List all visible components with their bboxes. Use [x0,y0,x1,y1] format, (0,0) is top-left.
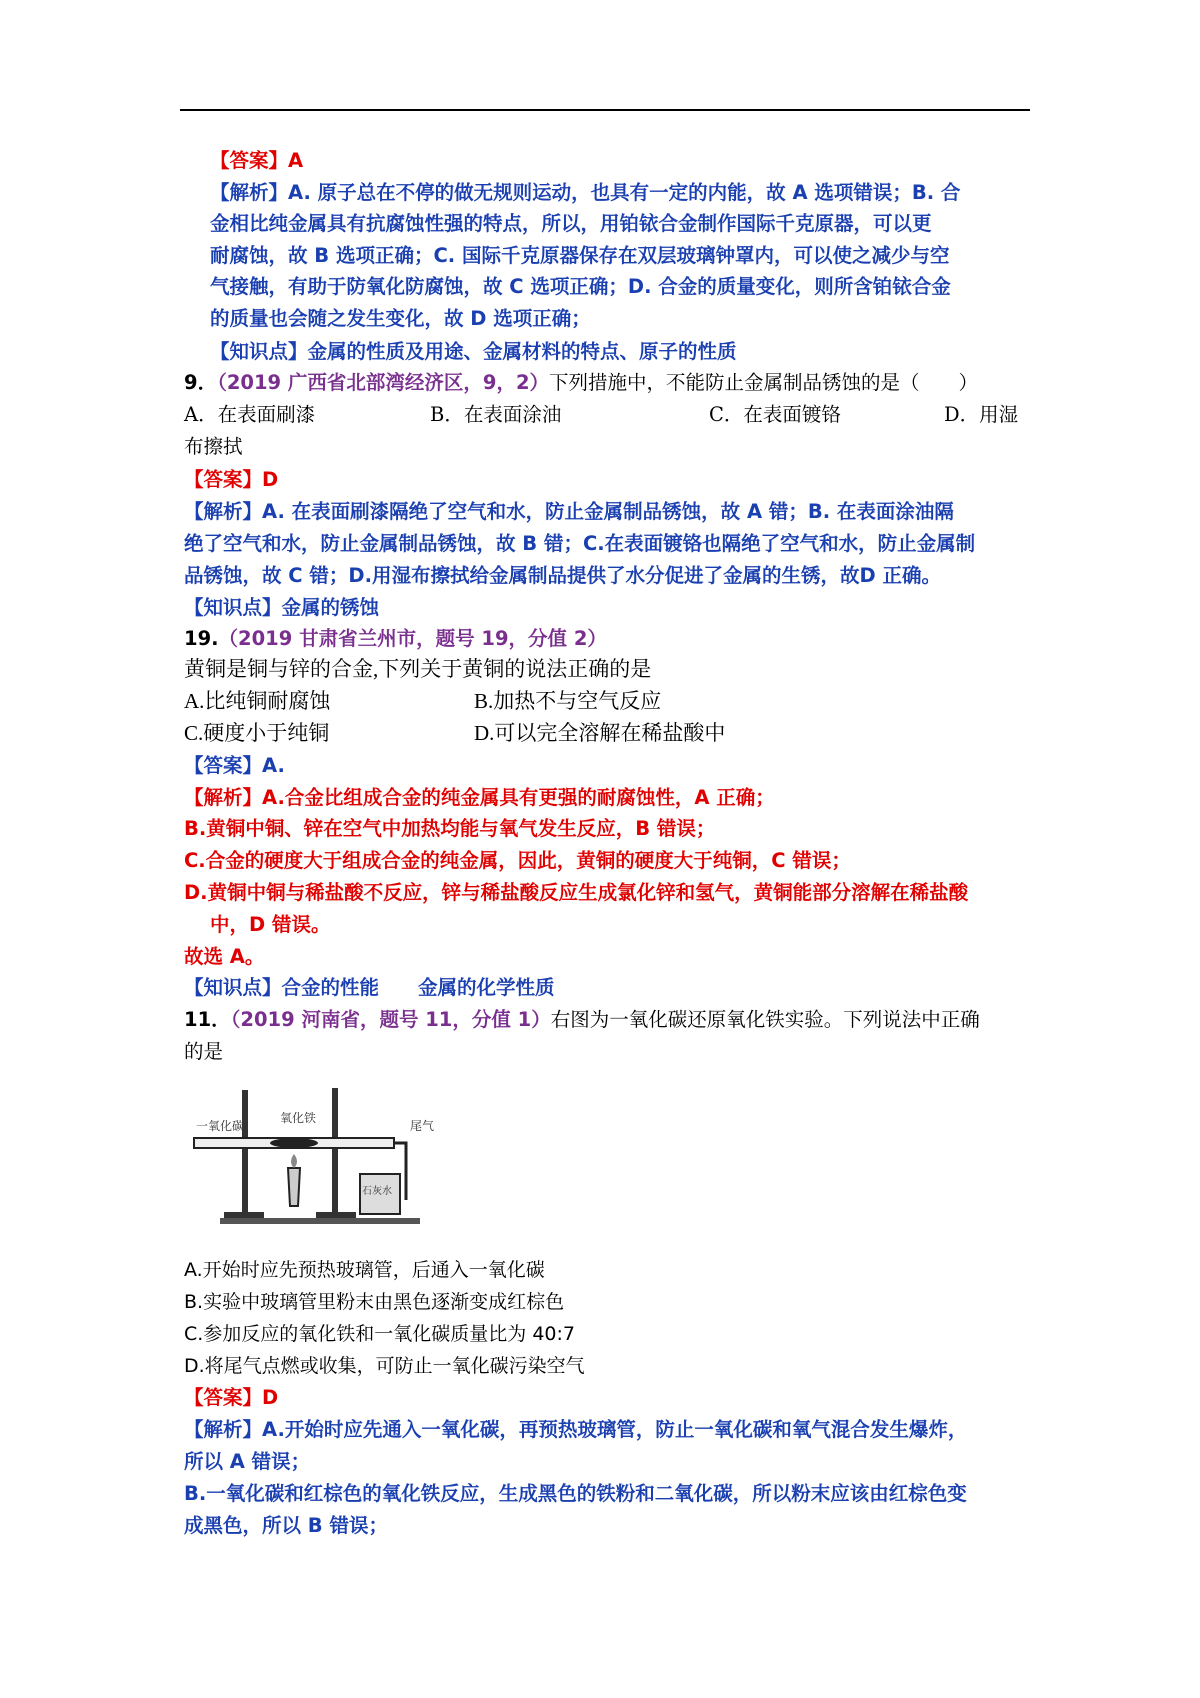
q11-analysis-line-2: 所以 A 错误； [184,1450,311,1473]
q19-knowledge: 【知识点】合金的性能 金属的化学性质 [184,976,555,999]
q11-option-a: A.开始时应先预热玻璃管，后通入一氧化碳 [184,1259,545,1281]
prev-analysis-line-3: 耐腐蚀，故 B 选项正确；C. 国际千克原器保存在双层玻璃钟罩内，可以使之减少与空 [210,244,950,267]
q9-option-b: B．在表面涂油 [430,403,562,426]
q11-analysis-line-4: 成黑色，所以 B 错误； [184,1514,388,1537]
prev-analysis-line-1: 【解析】A. 原子总在不停的做无规则运动，也具有一定的内能，故 A 选项错误；B. 合 [210,181,961,204]
prev-answer: 【答案】A [210,149,304,172]
q9-header: 9．（2019 广西省北部湾经济区，9，2）下列措施中，不能防止金属制品锈蚀的是（ ） [184,371,979,394]
q9-option-c: C．在表面镀铬 [709,403,841,426]
q9-option-d-wrap: 布擦拭 [184,435,243,458]
q9-analysis-line-1: 【解析】A. 在表面刷漆隔绝了空气和水，防止金属制品锈蚀，故 A 错；B. 在表面涂油隔 [184,500,954,523]
q19-option-c: C.硬度小于纯铜 [184,721,330,745]
q19-answer: 【答案】A. [184,754,285,777]
q11-answer: 【答案】D [184,1386,279,1409]
figure-label-limewater: 石灰水 [362,1186,392,1197]
figure-label-co: 一氧化碳 [196,1119,245,1133]
q11-analysis-line-3: B.一氧化碳和红棕色的氧化铁反应，生成黑色的铁粉和二氧化碳，所以粉末应该由红棕色变 [184,1482,967,1505]
figure-label-tail-gas: 尾气 [410,1119,435,1133]
prev-analysis-line-5: 的质量也会随之发生变化，故 D 选项正确； [210,307,591,330]
prev-analysis-line-2: 金相比纯金属具有抗腐蚀性强的特点，所以，用铂铱合金制作国际千克原器，可以更 [210,212,932,235]
q9-answer: 【答案】D [184,468,279,491]
figure-label-iron-oxide: 氧化铁 [280,1111,317,1125]
q11-option-b: B.实验中玻璃管里粉末由黑色逐渐变成红棕色 [184,1291,565,1313]
q11-header: 11．（2019 河南省，题号 11，分值 1）右图为一氧化碳还原氧化铁实验。下列说法中正确 [184,1008,980,1031]
q19-analysis-line-6: 故选 A。 [184,945,265,968]
q19-analysis-line-3: C.合金的硬度大于组成合金的纯金属，因此，黄铜的硬度大于纯铜，C 错误； [184,849,851,872]
q9-option-d: D．用湿 [944,403,1019,426]
q19-analysis-line-2: B.黄铜中铜、锌在空气中加热均能与氧气发生反应，B 错误； [184,817,716,840]
q9-option-a: A．在表面刷漆 [184,403,316,426]
prev-analysis-line-4: 气接触，有助于防氧化防腐蚀，故 C 选项正确；D. 合金的质量变化，则所含铂铱合金 [210,275,951,298]
q19-analysis-line-4: D.黄铜中铜与稀盐酸不反应，锌与稀盐酸反应生成氯化锌和氢气，黄铜能部分溶解在稀盐酸 [184,881,969,904]
q9-knowledge: 【知识点】金属的锈蚀 [184,596,380,619]
q9-analysis-line-2: 绝了空气和水，防止金属制品锈蚀，故 B 错；C.在表面镀铬也隔绝了空气和水，防止金属制 [184,532,976,555]
q19-stem: 黄铜是铜与锌的合金,下列关于黄铜的说法正确的是 [184,657,652,681]
q19-option-a: A.比纯铜耐腐蚀 [184,689,331,713]
q19-analysis-line-5: 中，D 错误。 [210,913,331,936]
q19-analysis-line-1: 【解析】A.合金比组成合金的纯金属具有更强的耐腐蚀性，A 正确； [184,786,775,809]
q19-option-b: B.加热不与空气反应 [474,689,662,713]
co-reduction-apparatus-figure [184,1082,446,1234]
q19-header: 19.（2019 甘肃省兰州市，题号 19，分值 2） [184,627,607,650]
q11-option-d: D.将尾气点燃或收集，可防止一氧化碳污染空气 [184,1355,585,1377]
q11-option-c: C.参加反应的氧化铁和一氧化碳质量比为 40:7 [184,1323,576,1345]
q9-analysis-line-3: 品锈蚀，故 C 错；D.用湿布擦拭给金属制品提供了水分促进了金属的生锈，故D 正确。 [184,564,941,587]
q11-analysis-line-1: 【解析】A.开始时应先通入一氧化碳，再预热玻璃管，防止一氧化碳和氧气混合发生爆炸， [184,1418,968,1441]
q11-stem-wrap: 的是 [184,1040,224,1063]
prev-knowledge: 【知识点】金属的性质及用途、金属材料的特点、原子的性质 [210,340,737,363]
q19-option-d: D.可以完全溶解在稀盐酸中 [474,721,726,745]
header-rule [180,109,1030,111]
